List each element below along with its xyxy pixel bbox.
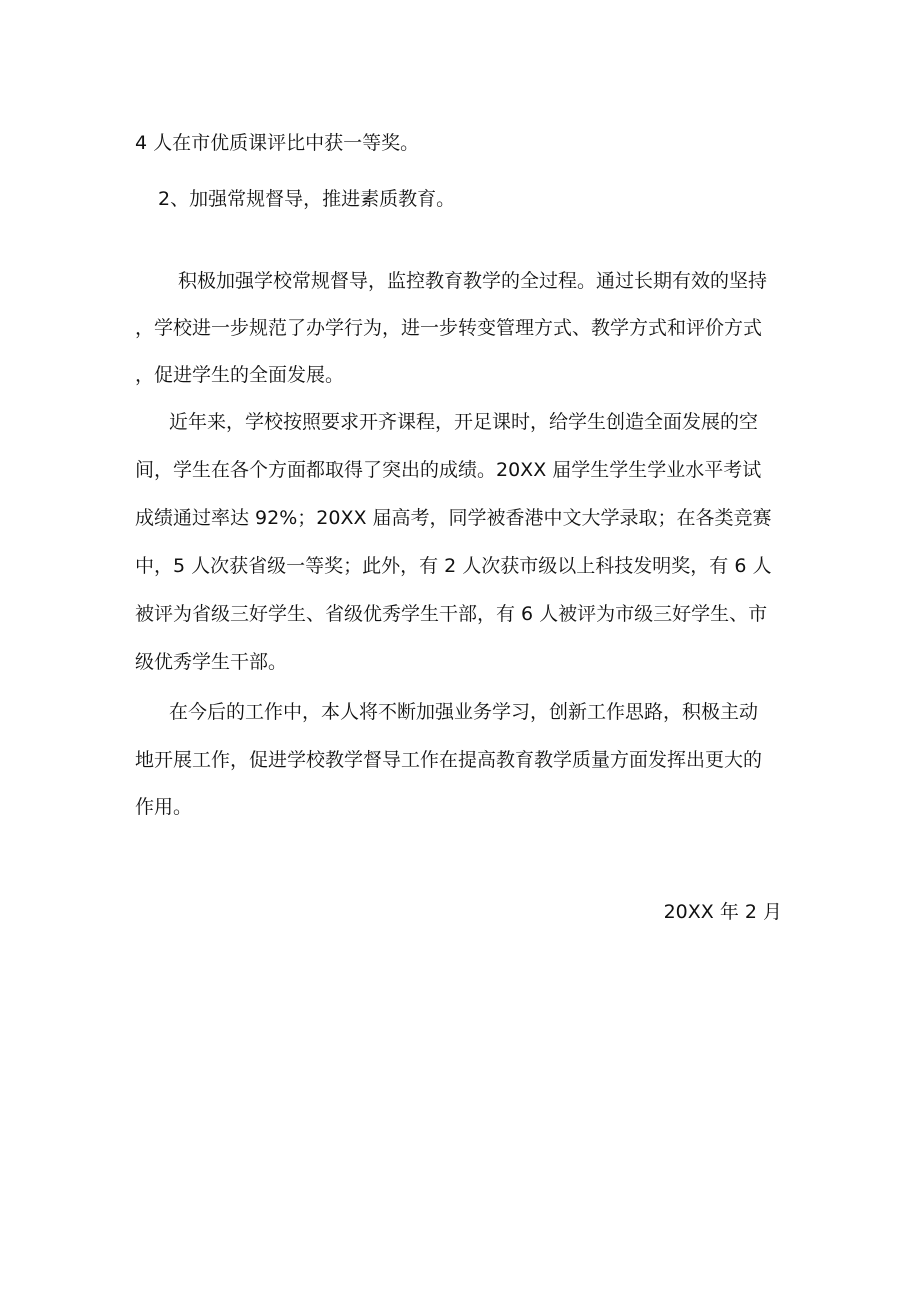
- opening-line: 4 人在市优质课评比中获一等奖。: [135, 132, 420, 154]
- paragraph-line: 级优秀学生干部。: [135, 651, 288, 673]
- paragraph-line: 被评为省级三好学生、省级优秀学生干部，有 6 人被评为市级三好学生、市: [135, 603, 768, 625]
- paragraph-line: 间，学生在各个方面都取得了突出的成绩。20XX 届学生学生学业水平考试: [135, 459, 762, 481]
- section-heading: 2、加强常规督导，推进素质教育。: [158, 188, 456, 210]
- paragraph-line: 地开展工作，促进学校教学督导工作在提高教育教学质量方面发挥出更大的: [135, 749, 763, 771]
- paragraph-line: 成绩通过率达 92%；20XX 届高考，同学被香港中文大学录取；在各类竞赛: [135, 507, 772, 529]
- paragraph-line: 积极加强学校常规督导，监控教育教学的全过程。通过长期有效的坚持: [178, 270, 768, 292]
- paragraph-line: ，学校进一步规范了办学行为，进一步转变管理方式、教学方式和评价方式: [135, 317, 763, 339]
- paragraph-line: ，促进学生的全面发展。: [135, 364, 345, 386]
- paragraph-line: 中，5 人次获省级一等奖；此外，有 2 人次获市级以上科技发明奖，有 6 人: [135, 555, 772, 577]
- paragraph-line: 作用。: [135, 796, 193, 818]
- document-date: 20XX 年 2 月: [663, 901, 782, 923]
- paragraph-line: 近年来，学校按照要求开齐课程，开足课时，给学生创造全面发展的空: [169, 411, 759, 433]
- paragraph-line: 在今后的工作中，本人将不断加强业务学习，创新工作思路，积极主动: [169, 701, 759, 723]
